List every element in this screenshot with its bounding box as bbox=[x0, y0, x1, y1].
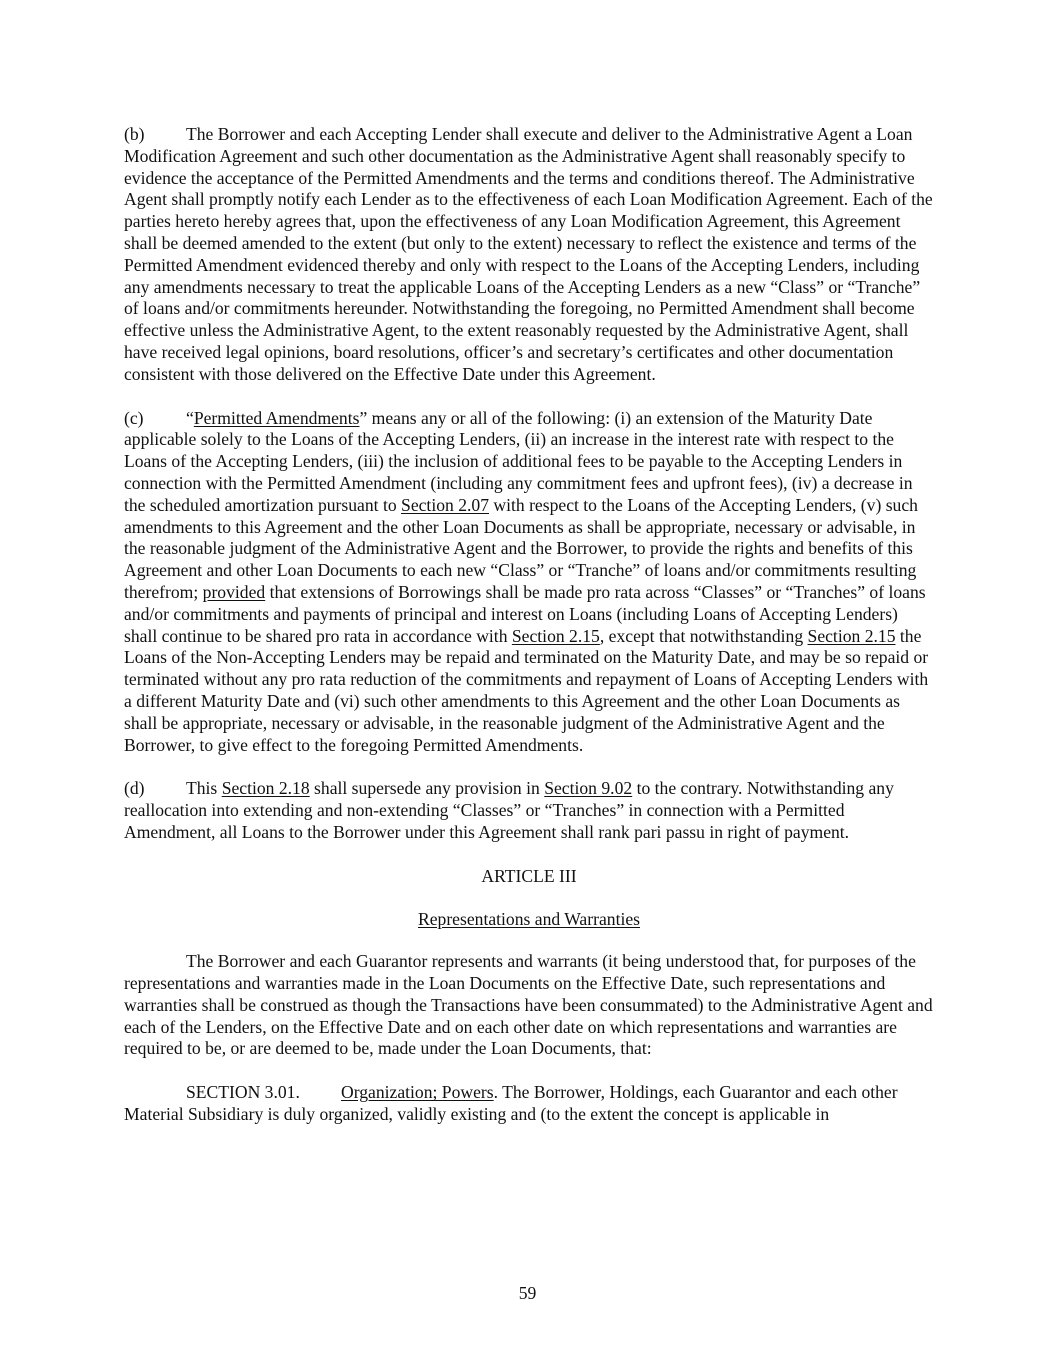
paragraph-d-label: (d) bbox=[124, 778, 145, 799]
intro-text: The Borrower and each Guarantor represents and warrants (it being understood that, for purposes of the representations and warranties made in the Loan Documents on the Effective Date, such representations and warranties shall be construed as though the Transactions have been consummated) to the Administrative Agent and each of the Lenders, on the Effective Date and on each other date on which representations and warranties are required to be, or are deemed to be, made under the Loan Documents, that: bbox=[124, 951, 933, 1059]
section-ref-2-15-second: Section 2.15 bbox=[807, 625, 896, 646]
section-number: SECTION 3.01. bbox=[186, 1082, 300, 1103]
section-ref-2-07: Section 2.07 bbox=[401, 494, 489, 515]
article-subtitle-text: Representations and Warranties bbox=[417, 908, 641, 929]
paragraph-c-label: (c) bbox=[124, 407, 144, 428]
article-subtitle bbox=[124, 909, 934, 931]
paragraph-b bbox=[124, 124, 934, 386]
section-3-01-text: . The Borrower, Holdings, each Guarantor and each other Material Subsidiary is duly organized, validly existing and (to the extent the concept is applicable in bbox=[124, 1082, 898, 1125]
paragraph-d bbox=[124, 778, 934, 843]
intro-paragraph bbox=[124, 951, 934, 1060]
paragraph-c bbox=[124, 408, 934, 757]
defined-term-permitted-amendments: Permitted Amendments bbox=[193, 407, 360, 428]
paragraph-c-text-1: ” means any or all of the following: (i) an extension of the Maturity Date applicable solely to the Loans of the Accepting Lenders, (ii) an increase in the interest rate with respect to the Loans of the Accepting Lenders, (iii) the inclusion of additional fees to be payable to the Accepting Lenders in connection with the Permitted Amendment (including any commitment fees and upfront fees), (iv) a decrease in the scheduled amortization pursuant to bbox=[124, 407, 913, 515]
paragraph-c-text-3: that extensions of Borrowings shall be made pro rata across “Classes” or “Tranches” of loans and/or commitments and payments of principal and interest on Loans (including Loans of Accepting Lenders) shall continue to be shared pro rata in accordance with bbox=[124, 581, 926, 646]
paragraph-b-label: (b) bbox=[124, 124, 145, 144]
section-ref-2-15-first: Section 2.15 bbox=[511, 625, 600, 646]
provided-term: provided bbox=[202, 581, 266, 602]
paragraph-c-open-quote: “ bbox=[186, 407, 194, 428]
section-ref-9-02: Section 9.02 bbox=[544, 778, 633, 799]
document-page bbox=[124, 124, 934, 1148]
paragraph-c-text-5: the Loans of the Non-Accepting Lenders may be repaid and terminated on the Maturity Date, and may be so repaid or terminated without any pro rata reduction of the commitments and repayment of Loans of Accepting Lenders with a different Maturity Date and (vi) such other amendments to this Agreement and the other Loan Documents as shall be appropriate, necessary or advisable, in the reasonable judgment of the Administrative Agent and the Borrower, to give effect to the foregoing Permitted Amendments. bbox=[124, 625, 929, 755]
page-number: 59 bbox=[518, 1283, 537, 1303]
paragraph-d-text-3: to the contrary. Notwithstanding any reallocation into extending and non-extending “Classes” or “Tranches” in connection with a Permitted Amendment, all Loans to the Borrower under this Agreement shall rank pari passu in right of payment. bbox=[124, 778, 894, 842]
paragraph-c-text-2: with respect to the Loans of the Accepting Lenders, (v) such amendments to this Agreement and the other Loan Documents as shall be appropriate, necessary or advisable, in the reasonable judgment of the Administrative Agent and the Borrower, to provide the rights and benefits of this Agreement and other Loan Documents to each new “Class” or “Tranche” of loans and/or commitments resulting therefrom; bbox=[124, 494, 918, 602]
paragraph-d-text-1: This bbox=[186, 778, 222, 799]
paragraph-d-text-2: shall supersede any provision in bbox=[309, 778, 545, 799]
paragraph-c-text-4: , except that notwithstanding bbox=[599, 625, 808, 646]
section-ref-2-18: Section 2.18 bbox=[221, 778, 310, 799]
paragraph-b-text: The Borrower and each Accepting Lender shall execute and deliver to the Administrative Agent a Loan Modification Agreement and such other documentation as the Administrative Agent shall reasonably specify to evidence the acceptance of the Permitted Amendments and the terms and conditions thereof. The Administrative Agent shall promptly notify each Lender as to the effectiveness of each Loan Modification Agreement. Each of the parties hereto hereby agrees that, upon the effectiveness of any Loan Modification Agreement, this Agreement shall be deemed amended to the extent (but only to the extent) necessary to reflect the existence and terms of the Permitted Amendment evidenced thereby and only with respect to the Loans of the Accepting Lenders, including any amendments necessary to treat the applicable Loans of the Accepting Lenders as a new “Class” or “Tranche” of loans and/or commitments hereunder. Notwithstanding the foregoing, no Permitted Amendment shall become effective unless the Administrative Agent, to the extent reasonably requested by the Administrative Agent, shall have received legal opinions, board resolutions, officer’s and secretary’s certificates and other documentation consistent with those delivered on the Effective Date under this Agreement. bbox=[124, 124, 933, 384]
article-title: ARTICLE III bbox=[481, 865, 577, 886]
section-heading: Organization; Powers bbox=[341, 1082, 494, 1103]
section-3-01 bbox=[124, 1082, 934, 1126]
